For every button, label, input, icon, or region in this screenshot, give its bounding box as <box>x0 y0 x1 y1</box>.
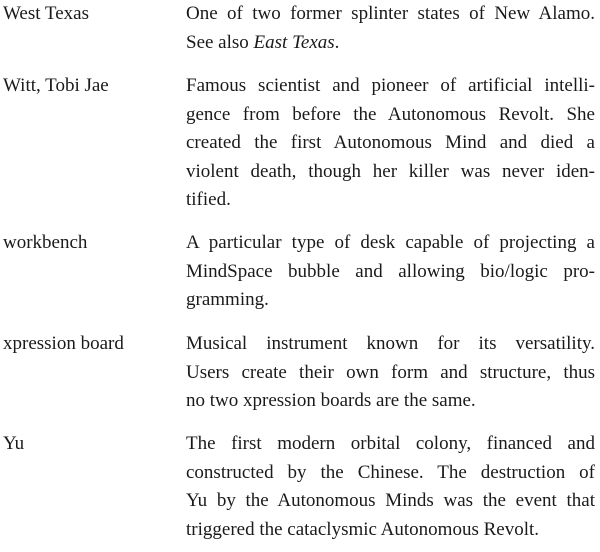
glossary-term: West Texas <box>3 3 89 24</box>
glossary-term: Yu <box>3 433 25 454</box>
definition-line: constructed by the Chinese. The destruction of <box>186 461 595 483</box>
glossary-term: xpression board <box>3 333 124 354</box>
definition-line: MindSpace bubble and allowing bio/logic pro- <box>186 260 595 282</box>
definition-line: Famous scientist and pioneer of artificial intelli- <box>186 75 595 96</box>
definition-line: triggered the cataclysmic Autonomous Revolt. <box>186 518 540 540</box>
definition-text: . <box>334 31 340 53</box>
glossary-definition <box>186 330 595 416</box>
definition-line: One of two former splinter states of New Alamo. <box>186 3 595 24</box>
definition-line: Musical instrument known for its versatility. <box>186 333 595 354</box>
definition-text: See also <box>186 31 254 53</box>
glossary-term: workbench <box>3 232 88 253</box>
glossary-term: Witt, Tobi Jae <box>3 75 109 96</box>
glossary-definition <box>186 0 595 57</box>
definition-line: gence from before the Autonomous Revolt. She <box>186 103 595 125</box>
definition-line: violent death, though her killer was never iden- <box>186 160 595 182</box>
definition-line: Yu by the Autonomous Minds was the event that <box>186 490 595 511</box>
definition-line: Users create their own form and structure, thus <box>186 361 595 383</box>
definition-line: A particular type of desk capable of projecting a <box>186 232 595 253</box>
glossary-definition <box>186 229 595 315</box>
definition-line: gramming. <box>186 289 269 310</box>
definition-line: tified. <box>186 189 231 210</box>
glossary-definition <box>186 72 595 215</box>
definition-line: created the first Autonomous Mind and died a <box>186 132 595 153</box>
see-also-reference: East Texas <box>253 31 335 53</box>
definition-line: no two xpression boards are the same. <box>186 390 476 411</box>
definition-line: The first modern orbital colony, financed and <box>186 433 595 454</box>
glossary-definition <box>186 430 595 544</box>
definition-line <box>186 29 595 58</box>
